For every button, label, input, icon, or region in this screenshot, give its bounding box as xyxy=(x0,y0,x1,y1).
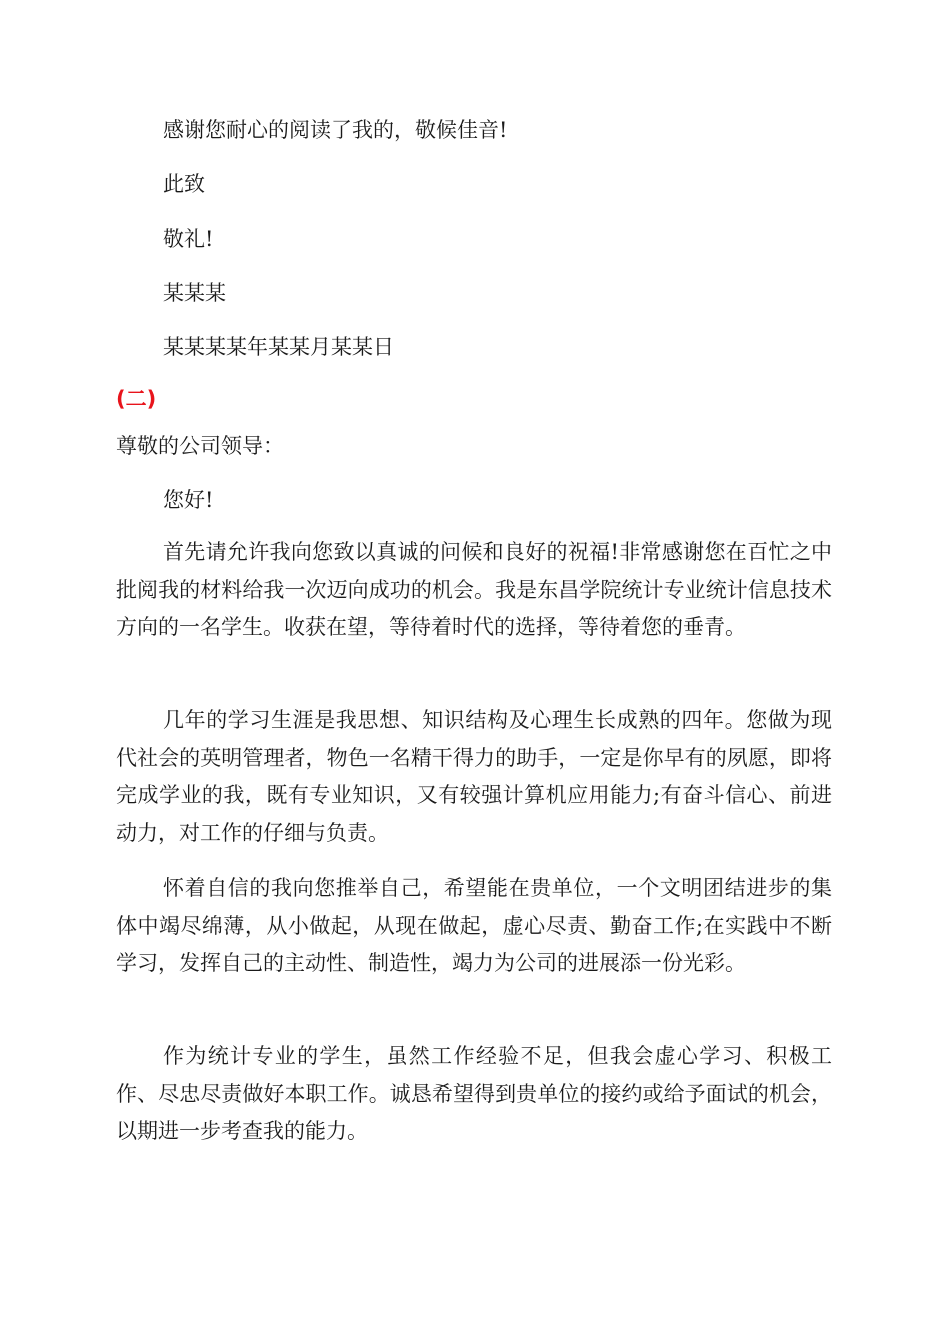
letter-paragraph-1: 首先请允许我向您致以真诚的问候和良好的祝福!非常感谢您在百忙之中批阅我的材料给我一次迈向成功的机会。我是东昌学院统计专业统计信息技术方向的一名学生。收获在望，等待着时代的选择，等待着您的垂青。 xyxy=(116,540,832,639)
section-heading: (二) xyxy=(116,387,157,411)
letter-paragraph-4: 作为统计专业的学生，虽然工作经验不足，但我会虚心学习、积极工作、尽忠尽责做好本职工作。诚恳希望得到贵单位的接约或给予面试的机会，以期进一步考查我的能力。 xyxy=(116,1044,832,1143)
signature-date: 某某某某年某某月某某日 xyxy=(163,335,394,359)
closing-salutation-2: 敬礼! xyxy=(163,227,214,251)
closing-salutation-1: 此致 xyxy=(163,172,205,196)
closing-thanks: 感谢您耐心的阅读了我的，敬候佳音! xyxy=(163,118,508,142)
letter-paragraph-3: 怀着自信的我向您推举自己，希望能在贵单位，一个文明团结进步的集体中竭尽绵薄，从小做起，从现在做起，虚心尽责、勤奋工作;在实践中不断学习，发挥自己的主动性、制造性，竭力为公司的进展添一份光彩。 xyxy=(116,876,832,975)
letter-paragraph-2: 几年的学习生涯是我思想、知识结构及心理生长成熟的四年。您做为现代社会的英明管理者，物色一名精干得力的助手，一定是你早有的夙愿，即将完成学业的我，既有专业知识，又有较强计算机应用能力;有奋斗信心、前进动力，对工作的仔细与负责。 xyxy=(116,708,832,845)
letter-addressee: 尊敬的公司领导： xyxy=(116,434,284,458)
letter-greeting: 您好! xyxy=(163,488,214,512)
signature: 某某某 xyxy=(163,281,226,305)
